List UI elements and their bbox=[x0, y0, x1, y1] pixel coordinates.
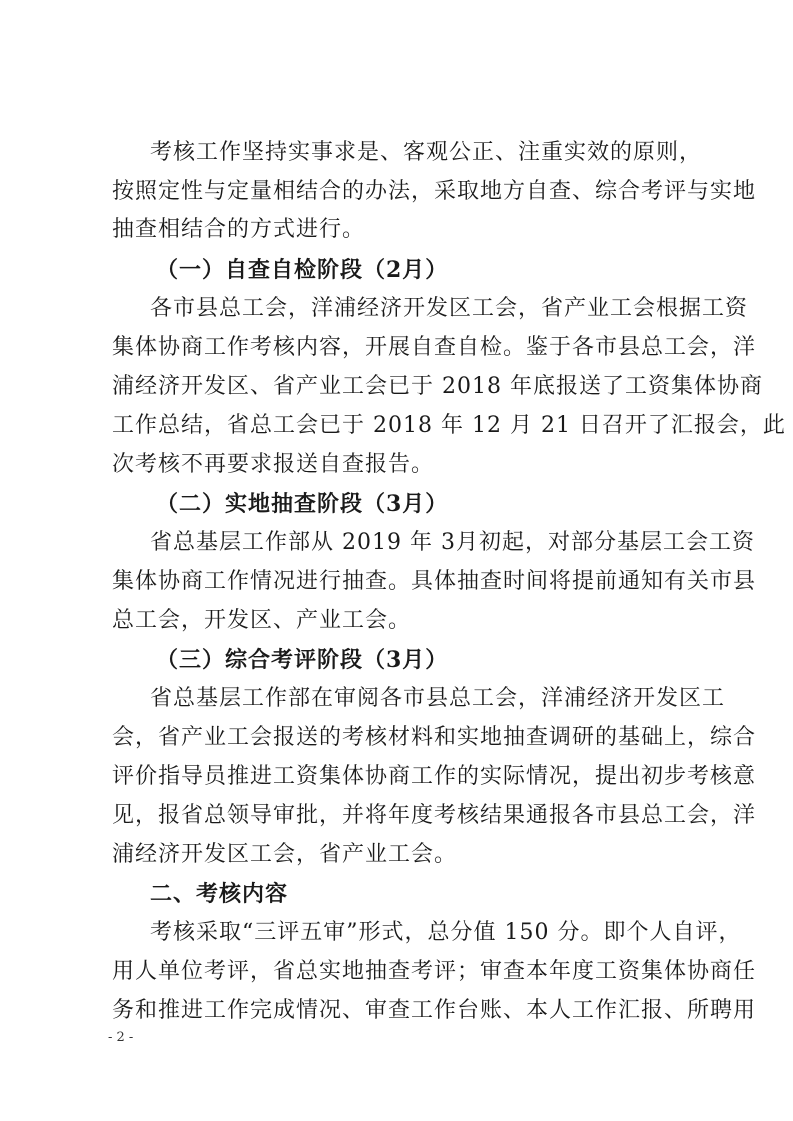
paragraph-line: 抽查相结合的方式进行。 bbox=[112, 217, 366, 242]
paragraph-line: 工作总结，省总工会已于 2018 年 12 月 21 日召开了汇报会，此 bbox=[112, 413, 786, 438]
paragraph-line: 考核采取“三评五审”形式，总分值 150 分。即个人自评， bbox=[150, 920, 742, 945]
paragraph-line: 见，报省总领导审批，并将年度考核结果通报各市县总工会，洋 bbox=[112, 803, 757, 828]
page-number: - 2 - bbox=[108, 1030, 134, 1045]
paragraph-line: 总工会，开发区、产业工会。 bbox=[112, 608, 412, 633]
paragraph-line: 省总基层工作部在审阅各市县总工会，洋浦经济开发区工 bbox=[150, 686, 726, 711]
paragraph-line: 各市县总工会，洋浦经济开发区工会，省产业工会根据工资 bbox=[150, 296, 749, 321]
section-heading: （三）综合考评阶段（3月） bbox=[156, 647, 449, 673]
paragraph-line: 次考核不再要求报送自查报告。 bbox=[112, 452, 435, 477]
paragraph-line: 集体协商工作情况进行抽查。具体抽查时间将提前通知有关市县 bbox=[112, 569, 757, 594]
paragraph-line: 按照定性与定量相结合的办法，采取地方自查、综合考评与实地 bbox=[112, 179, 757, 204]
section-heading: （一）自查自检阶段（2月） bbox=[156, 257, 449, 283]
paragraph-line: 浦经济开发区、省产业工会已于 2018 年底报送了工资集体协商 bbox=[112, 374, 763, 399]
section-heading: 二、考核内容 bbox=[150, 881, 289, 907]
paragraph-line: 省总基层工作部从 2019 年 3月初起，对部分基层工会工资 bbox=[150, 530, 755, 555]
paragraph-line: 集体协商工作考核内容，开展自查自检。鉴于各市县总工会，洋 bbox=[112, 335, 757, 360]
paragraph-line: 考核工作坚持实事求是、客观公正、注重实效的原则， bbox=[150, 140, 703, 165]
paragraph-line: 用人单位考评，省总实地抽查考评；审查本年度工资集体协商任 bbox=[112, 959, 757, 984]
section-heading: （二）实地抽查阶段（3月） bbox=[156, 491, 449, 517]
paragraph-line: 浦经济开发区工会，省产业工会。 bbox=[112, 842, 458, 867]
paragraph-line: 务和推进工作完成情况、审查工作台账、本人工作汇报、所聘用 bbox=[112, 998, 757, 1023]
paragraph-line: 会，省产业工会报送的考核材料和实地抽查调研的基础上，综合 bbox=[112, 725, 757, 750]
paragraph-line: 评价指导员推进工资集体协商工作的实际情况，提出初步考核意 bbox=[112, 764, 757, 789]
